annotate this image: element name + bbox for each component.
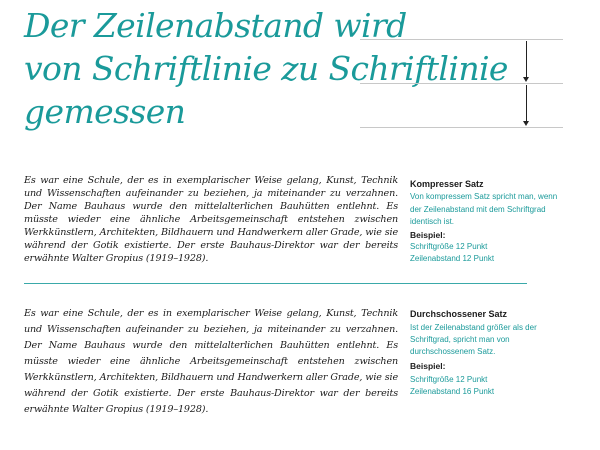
example-description: Ist der Zeilenabstand größer als der Schriftgrad, spricht man von durchschossenem Satz. bbox=[410, 323, 537, 356]
sample-paragraph-compressed: Es war eine Schule, der es in exemplarischer Weise gelang, Kunst, Technik und Wissenschaften aufeinander zu beziehen, ja miteinander zu verzahnen. Der Name Bauhaus wurde den mittelalterlichen Bauhütten entlehnt. Es müsste wieder eine ähnliche Arbeitsgemeinschaft entstehen zwischen Werkkünstlern, Architekten, Bildhauern und Handwerkern aller Grade, wie sie während der Gotik existierte. Der erste Bauhaus-Direktor war der bereits erwähnte Walter Gropius (1919–1928). bbox=[24, 175, 398, 264]
example-value: Schriftgröße 12 Punkt bbox=[410, 241, 488, 251]
baseline-guide bbox=[360, 127, 563, 128]
page-heading bbox=[24, 4, 508, 133]
baseline-guide bbox=[360, 83, 563, 84]
baseline-guide bbox=[360, 39, 563, 40]
line-spacing-arrow-icon bbox=[522, 41, 532, 83]
sample-paragraph-leaded: Es war eine Schule, der es in exemplarischer Weise gelang, Kunst, Technik und Wissenschaften aufeinander zu beziehen, ja miteinander zu verzahnen. Der Name Bauhaus wurde den mittelalterlichen Bauhütten entlehnt. Es müsste wieder eine ähnliche Arbeitsgemeinschaft entstehen zwischen Werkkünstlern, Architekten, Bildhauern und Handwerkern aller Grade, wie sie während der Gotik existierte. Der erste Bauhaus-Direktor war der bereits erwähnte Walter Gropius (1919–1928). bbox=[24, 308, 398, 415]
example-label: Beispiel: bbox=[410, 361, 446, 371]
example-leaded bbox=[410, 306, 560, 398]
heading-line: Der Zeilenabstand wird bbox=[24, 6, 407, 45]
example-title: Durchschossener Satz bbox=[410, 309, 508, 319]
example-label: Beispiel: bbox=[410, 229, 446, 240]
example-value: Zeilenabstand 12 Punkt bbox=[410, 254, 495, 263]
example-compressed bbox=[410, 178, 560, 266]
line-spacing-arrow-icon bbox=[522, 85, 532, 127]
example-value: Zeilenabstand 16 Punkt bbox=[410, 387, 495, 396]
example-title: Kompresser Satz bbox=[410, 179, 484, 189]
heading-line: gemessen bbox=[24, 92, 186, 131]
heading-line: von Schriftlinie zu Schriftlinie bbox=[24, 49, 508, 88]
section-divider bbox=[24, 283, 527, 284]
example-value: Schriftgröße 12 Punkt bbox=[410, 375, 488, 384]
example-description: Von kompressem Satz spricht man, wenn der Zeilenabstand mit dem Schriftgrad identisch ist. bbox=[410, 192, 558, 226]
